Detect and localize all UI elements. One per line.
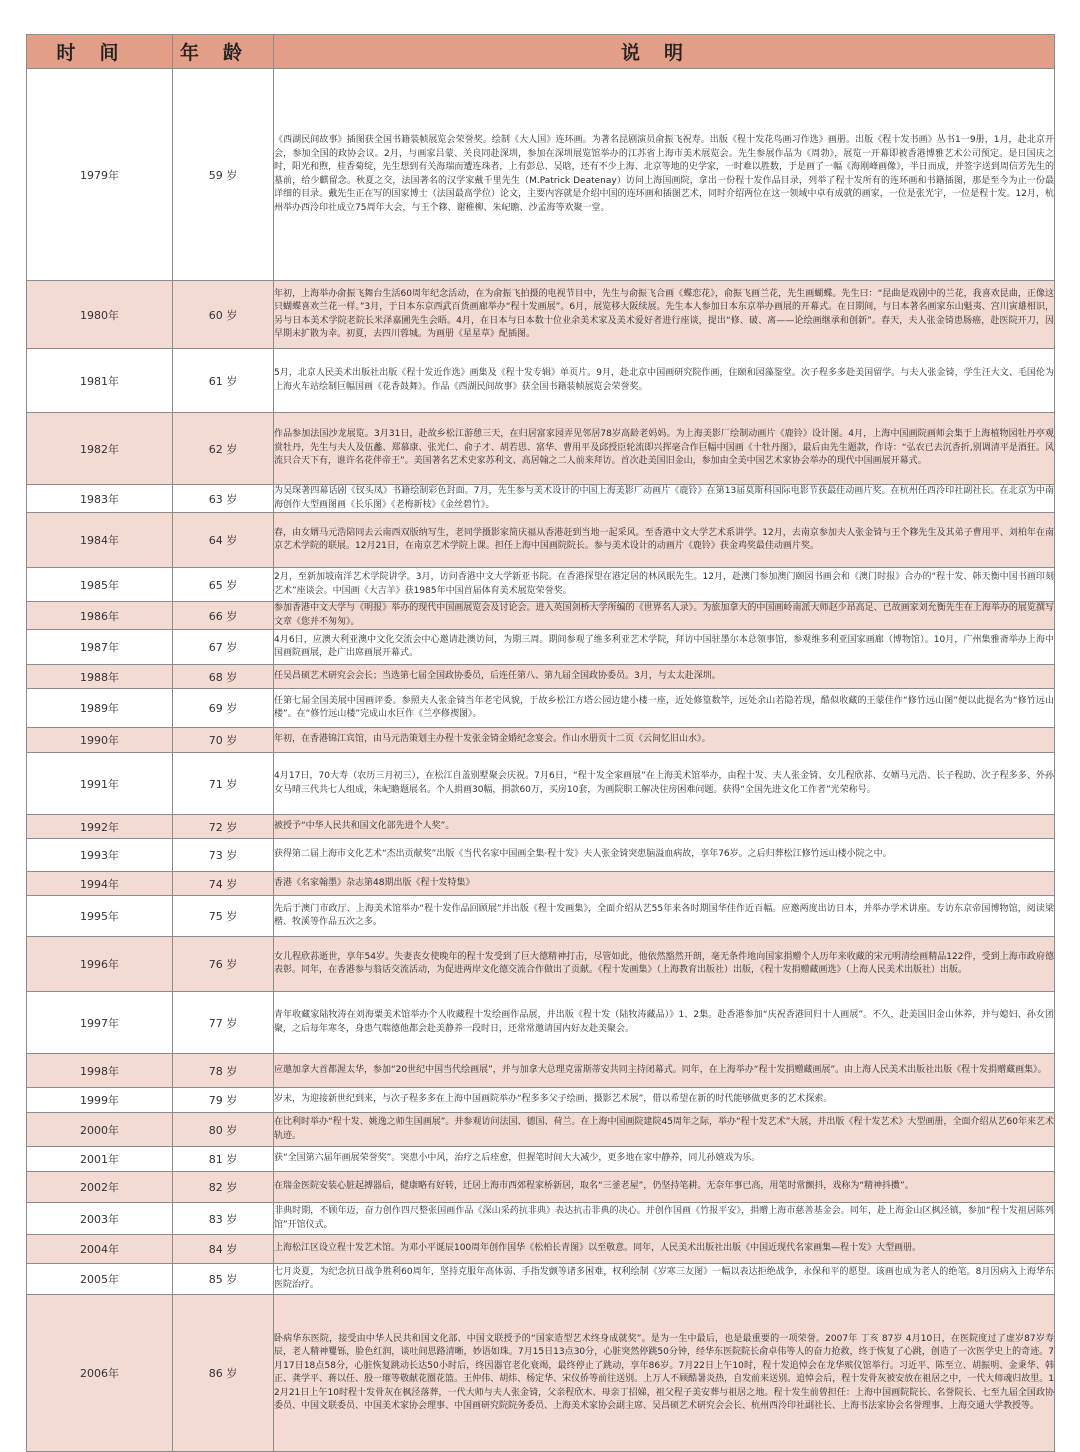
row-year: 2006年 bbox=[27, 1295, 173, 1452]
row-year: 1979年 bbox=[27, 69, 173, 281]
row-age: 72 岁 bbox=[173, 815, 274, 839]
header-time: 时间 bbox=[27, 35, 173, 69]
row-year: 1984年 bbox=[27, 513, 173, 568]
row-age: 71 岁 bbox=[173, 753, 274, 815]
table-row bbox=[27, 349, 1055, 413]
row-year: 1997年 bbox=[27, 992, 173, 1054]
row-age: 64 岁 bbox=[173, 513, 274, 568]
row-age: 63 岁 bbox=[173, 485, 274, 513]
table-row bbox=[27, 1203, 1055, 1235]
table-row bbox=[27, 689, 1055, 728]
row-description: 作品参加法国沙龙展览。3月31日，赴故乡松江游憩三天，在归居富家园弄见邻居78岁高龄老妈妈。为上海美影厂绘制动画片《鹿铃》设计图。4月，上海中国画院画师会集于上海植物园牡丹亭观赏牡丹，先生与夫人及伍蠡、郑慕康、张光仁、俞子才、胡若思、富华、曹用平及邱授臣轮流即兴挥毫合作巨幅中国画《十牡丹图》，最后由先生题款，作诗：“弘农已去沉香折,别调清平是酒狂。风流只合天下有，谁许名花伴帝王”。美国著名艺术史家苏利文、高居翰之二人前来拜访。首次赴美国旧金山，参加由全美中国艺术家协会举办的现代中国画展开幕式。 bbox=[274, 413, 1055, 485]
row-year: 1990年 bbox=[27, 728, 173, 753]
row-year: 1993年 bbox=[27, 839, 173, 872]
row-year: 2001年 bbox=[27, 1147, 173, 1172]
row-year: 2003年 bbox=[27, 1203, 173, 1235]
table-row bbox=[27, 485, 1055, 513]
row-year: 1998年 bbox=[27, 1054, 173, 1088]
row-age: 85 岁 bbox=[173, 1264, 274, 1295]
table-header bbox=[27, 35, 1055, 69]
row-age: 77 岁 bbox=[173, 992, 274, 1054]
row-description: 2月，至新加坡南洋艺术学院讲学。3月，访问香港中文大学新亚书院。在香港探望在港定居的林风眠先生。12月，赴澳门参加澳门颐园书画会和《澳门时报》合办的“程十发、韩天衡中国书画印刻艺术”座谈会。中国画《大吉羊》获1985年中国首届体育美术展览荣誉奖。 bbox=[274, 568, 1055, 602]
table-row bbox=[27, 839, 1055, 872]
table-row bbox=[27, 1113, 1055, 1147]
row-age: 78 岁 bbox=[173, 1054, 274, 1088]
header-row bbox=[27, 35, 1055, 69]
table-row bbox=[27, 1088, 1055, 1113]
row-description: 获“全国第六届年画展荣誉奖”。突患小中风，治疗之后痊愈，但握笔时间大大减少，更多地在家中静养，同儿孙嬉戏为乐。 bbox=[274, 1147, 1055, 1172]
table-row bbox=[27, 665, 1055, 689]
row-description: 年初，在香港锦江宾馆，由马元浩策划主办程十发张金锜金婚纪念宴会。作山水册页十二页《云间忆旧山水》。 bbox=[274, 728, 1055, 753]
chronology-table bbox=[26, 34, 1055, 1452]
header-description: 说明 bbox=[274, 35, 1055, 69]
row-description: 非典时期，不顾年迈，奋力创作四尺整张国画作品《深山采药抗非典》表达抗击非典的决心。并创作国画《竹报平安》，捐赠上海市慈善基金会。同年，赴上海金山区枫泾镇，参加“程十发祖居陈列馆”开馆仪式。 bbox=[274, 1203, 1055, 1235]
table-row bbox=[27, 413, 1055, 485]
row-age: 81 岁 bbox=[173, 1147, 274, 1172]
row-description: 为吴琛著四幕话剧《钗头凤》书籍绘制彩色封面。7月，先生参与美术设计的中国上海美影厂动画片《鹿铃》在第13届莫斯科国际电影节获最佳动画片奖。在杭州任西泠印社副社长。在北京为中南海创作大型画图画《长乐图》《老梅新枝》《金丝碧竹》。 bbox=[274, 485, 1055, 513]
table-row bbox=[27, 815, 1055, 839]
row-year: 2002年 bbox=[27, 1172, 173, 1203]
row-age: 86 岁 bbox=[173, 1295, 274, 1452]
table-row bbox=[27, 1172, 1055, 1203]
row-year: 1989年 bbox=[27, 689, 173, 728]
row-year: 1991年 bbox=[27, 753, 173, 815]
row-age: 65 岁 bbox=[173, 568, 274, 602]
row-age: 68 岁 bbox=[173, 665, 274, 689]
row-age: 73 岁 bbox=[173, 839, 274, 872]
row-age: 84 岁 bbox=[173, 1235, 274, 1264]
row-description: 岁末，为迎接新世纪到来，与次子程多多在上海中国画院举办“程多多父子绘画、摄影艺术展”，借以希望在新的时代能够做更多的艺术探索。 bbox=[274, 1088, 1055, 1113]
row-description: 被授予“中华人民共和国文化部先进个人奖”。 bbox=[274, 815, 1055, 839]
row-year: 1999年 bbox=[27, 1088, 173, 1113]
row-year: 1981年 bbox=[27, 349, 173, 413]
row-description: 获得第二届上海市文化艺术“杰出贡献奖”出版《当代名家中国画全集·程十发》夫人张金锜突患脑溢血病故，享年76岁。之后归葬松江修竹远山楼小院之中。 bbox=[274, 839, 1055, 872]
row-description: 上海松江区设立程十发艺术馆。为邓小平诞辰100周年创作国华《松柏长青图》以至敬意。同年，人民美术出版社出版《中国近现代名家画集—程十发》大型画册。 bbox=[274, 1235, 1055, 1264]
row-description: 女儿程欣荪逝世，享年54岁。失妻丧女使晚年的程十发受到了巨大德精神打击，尽管如此，他依然豁然开朗，毫无条件地向国家捐赠个人历年来收藏的宋元明清绘画精品122件，受到上海市政府德表彰。同年，在香港参与翁话交流活动，为促进两岸文化德交流合作做出了贡献。《程十发画集》（上海教育出版社）出版，《程十发捐赠藏画选》（上海人民美术出版社）出版。 bbox=[274, 937, 1055, 992]
table-row bbox=[27, 1147, 1055, 1172]
row-age: 62 岁 bbox=[173, 413, 274, 485]
row-description: 香港《名家翰墨》杂志第48期出版《程十发特集》 bbox=[274, 872, 1055, 896]
table-row bbox=[27, 872, 1055, 896]
row-age: 74 岁 bbox=[173, 872, 274, 896]
row-description: 参加香港中文大学与《明报》举办的现代中国画展览会及讨论会。进入英国剑桥大学所编的《世界名人录》。为旅加拿大的中国画岭南派大师赵少昂高足、已故画家刘允衡先生在上海举办的展览撰写文章《您并不匆匆》。 bbox=[274, 602, 1055, 630]
table-row bbox=[27, 1295, 1055, 1452]
row-year: 1995年 bbox=[27, 896, 173, 937]
row-description: 春，由女婿马元浩陪同去云南西双版纳写生，老同学摄影家简庆福从香港赶到当地一起采风。至香港中文大学艺术系讲学。12月，去南京参加夫人张金锜与王个簃先生及其弟子曹用平、刘柏年在南京艺术学院的联展。12月21日，在南京艺术学院上课。担任上海中国画院院长。参与美术设计的动画片《鹿铃》获金鸡奖最佳动画片奖。 bbox=[274, 513, 1055, 568]
row-description: 卧病华东医院，接受由中华人民共和国文化部、中国文联授予的“国家造型艺术终身成就奖”。是为一生中最后，也是最重要的一项荣誉。2007年 丁亥 87岁 4月10日，在医院度过了虚岁87岁寿辰，老人精神矍铄，脸色红润，谈吐间思路清晰，妙语如珠。7月15日13点30分，心脏突然停跳50分钟，经华东医院院长俞卓伟等人的奋力抢救，终于恢复了心跳，创造了一次医学史上的奇迹。7月17日18点58分，心脏恢复跳动长达50小时后，终因器官老化衰竭，最终停止了跳动，享年86岁。7月22日上午10时，程十发追悼会在龙华殡仪馆举行。习近平、陈至立、胡振明、金秉华、韩正、龚学平、蒋以任、殷一璀等敬献花圈花篮。王仲伟、胡炜、杨定华、宋仪侨等前往送别。上万人不顾酷暑炎热，自发前来送别。追悼会后，程十发骨灰被安放在祖居之中，一代大师魂归故里。12月21日上午10时程十发骨灰在枫泾落葬，一代大师与夫人张金锜，父亲程欣木、母亲丁招娣，祖父程子美安葬与祖居之地。程十发生前曾担任：上海中国画院院长、名誉院长、七至九届全国政协委员、中国文联委员、中国美术家协会理事、中国画研究院院务委员、上海美术家协会副主席、吴昌硕艺术研究会会长、杭州西泠印社副社长、上海书法家协会名誉理事、上海交通大学教授等。 bbox=[274, 1295, 1055, 1452]
row-age: 66 岁 bbox=[173, 602, 274, 630]
row-year: 2005年 bbox=[27, 1264, 173, 1295]
row-year: 1988年 bbox=[27, 665, 173, 689]
table-body bbox=[27, 69, 1055, 1452]
table-row bbox=[27, 1264, 1055, 1295]
table-row bbox=[27, 896, 1055, 937]
row-year: 1986年 bbox=[27, 602, 173, 630]
table-row bbox=[27, 992, 1055, 1054]
table-row bbox=[27, 281, 1055, 349]
row-year: 1994年 bbox=[27, 872, 173, 896]
table-row bbox=[27, 513, 1055, 568]
row-description: 5月，北京人民美术出版社出版《程十发近作选》画集及《程十发专辑》单页片。9月，赴北京中国画研究院作画，住颐和园藻鉴堂。次子程多多赴美国留学。与夫人张金锜，学生汪大文、毛国伦为上海火车站绘制巨幅国画《花香鼓舞》。作品《西湖民间故事》获全国书籍装帧展览会荣誉奖。 bbox=[274, 349, 1055, 413]
table-row bbox=[27, 1054, 1055, 1088]
row-year: 2000年 bbox=[27, 1113, 173, 1147]
row-description: 4月17日，70大寿（农历三月初三），在松江自盖别墅聚会庆祝。7月6日，“程十发全家画展”在上海美术馆举办，由程十发、夫人张金锜、女儿程欣荪、女婿马元浩、长子程助、次子程多多、外孙女马晴三代共七人组成，朱屺瞻题展名。个人捐画30幅，捐款60万，买房10套，为画院职工解决住房困难问题。获得“全国先进文化工作者”光荣称号。 bbox=[274, 753, 1055, 815]
row-year: 1992年 bbox=[27, 815, 173, 839]
table-row bbox=[27, 69, 1055, 281]
row-description: 任第七届全国美展中国画评委。参照夫人张金锜当年老宅风貌，于故乡松江方塔公园边建小楼一座，近处修篁数竿，远处余山若隐若现，酷似收藏的王蒙佳作“修竹远山图”便以此提名为“修竹远山楼”。在“修竹远山楼”完成山水巨作《兰亭修禊图》。 bbox=[274, 689, 1055, 728]
row-year: 1982年 bbox=[27, 413, 173, 485]
header-age: 年龄 bbox=[173, 35, 274, 69]
row-age: 76 岁 bbox=[173, 937, 274, 992]
row-age: 83 岁 bbox=[173, 1203, 274, 1235]
row-age: 82 岁 bbox=[173, 1172, 274, 1203]
row-age: 69 岁 bbox=[173, 689, 274, 728]
row-age: 61 岁 bbox=[173, 349, 274, 413]
table-row bbox=[27, 568, 1055, 602]
row-description: 应邀加拿大首都渥太华，参加“20世纪中国当代绘画展”，并与加拿大总理克雷斯蒂安共同主持闭幕式。同年，在上海举办“程十发捐赠藏画展”。由上海人民美术出版社出版《程十发捐赠藏画集》。 bbox=[274, 1054, 1055, 1088]
row-age: 80 岁 bbox=[173, 1113, 274, 1147]
row-year: 2004年 bbox=[27, 1235, 173, 1264]
table-row bbox=[27, 1235, 1055, 1264]
row-age: 79 岁 bbox=[173, 1088, 274, 1113]
row-year: 1996年 bbox=[27, 937, 173, 992]
row-age: 75 岁 bbox=[173, 896, 274, 937]
table-row bbox=[27, 630, 1055, 665]
table-row bbox=[27, 937, 1055, 992]
row-description: 4月6日，应澳大利亚澳中文化交流会中心邀请赴澳访问，为期三周。期间参观了维多利亚艺术学院，拜访中国驻墨尔本总领事馆，参观维多利亚国家画廊（博物馆）。10月，广州集雅斋举办上海中国画院画展，赴广出席画展开幕式。 bbox=[274, 630, 1055, 665]
row-year: 1980年 bbox=[27, 281, 173, 349]
row-description: 任吴昌硕艺术研究会会长；当选第七届全国政协委员，后连任第八、第九届全国政协委员。3月，与太太赴深圳。 bbox=[274, 665, 1055, 689]
row-description: 《西湖民间故事》插图获全国书籍装帧展览会荣誉奖。绘制《大人国》连环画。为著名昆剧演员俞振飞祝寿。出版《程十发花鸟画习作选》画册。出版《程十发书画》丛书1一9册，1月，赴北京开会，参加全国的政协会议。2月，与画家吕蒙、关良同赴深圳，参加在深圳展览馆举办的江苏省上海市美术展览会。先生参展作品为《周勃》，展览一开幕即被香港博雅艺术公司预定。是日国庆之时，阳光和煦，桂香菊绽，先生想到有关海瑞而遭连珠者，上有彭总、吴晗，还有不少上海、北京等地的史学家，一时难以胜数，于是画了一幅《海刚峰画像》，半日而成，并签字送到周信芳先生的墓前，给少麒留念。秋夏之交，法国著名的汉学家戴千里先生（M.Patrick Deatenay）访问上海国画院，拿出一份程十发作品目录，列举了程十发所有的连环画和书籍插图，那是至今为止一份最详细的目录。戴先生正在写的国家博士（法国最高学位）论文，主要内容就是介绍中国的连环画和插图艺术，同时介绍两位在这一领域中卓有成就的画家，一位是张光宇，一位是程十发。12月，杭州举办西泠印社成立75周年大会，与王个簃、谢稚柳、朱屺瞻、沙孟海等欢聚一堂。 bbox=[274, 69, 1055, 281]
row-description: 七月炎夏，为纪念抗日战争胜利60周年，坚持克服年高体弱、手指发颤等诸多困难，权利绘制《岁寒三友图》一幅以表达拒绝战争，永保和平的愿望。该画也成为老人的绝笔。8月因病入上海华东医院治疗。 bbox=[274, 1264, 1055, 1295]
row-description: 年初，上海举办俞振飞舞台生活60周年纪念活动，在为俞振飞拍摄的电视节目中，先生与俞振飞合画《蝶恋花》，俞振飞画兰花，先生画蝴蝶。先生曰：“昆曲是戏剧中的兰花，我喜欢昆曲，正像这只蝴蝶喜欢兰花一样。”3月，于日本东京西武百货画廊举办“程十发画展”。6月，展览移大阪续展。先生本人参加日本东京举办画展的开幕式。在日期间，与日本著名画家东山魁夷、宫川寅雄相识，另与日本美术学院老院长米泽嘉圃先生会晤。4月，在日本与日本数十位业余美术家及美术爱好者进行座谈，提出“修、破、离——论绘画继承和创新”。春天，夫人张金锜患肠癌，赴医院开刀，因早期未扩散为幸。初夏，去四川蓉城。为画册《星星草》配插图。 bbox=[274, 281, 1055, 349]
row-description: 在比利时举办“程十发、姚逸之师生国画展”。并参观访问法国、德国、荷兰。在上海中国画院建院45周年之际，举办“程十发艺术”大展，并出版《程十发艺术》大型画册，全面介绍从艺60年来艺术轨迹。 bbox=[274, 1113, 1055, 1147]
row-description: 在瑞金医院安装心脏起搏器后，健康略有好转，迁居上海市西郊程家桥新居，取名“三釜老屋”，仍坚持笔耕。无奈年事已高，用笔时常颤抖，戏称为“精神抖擞”。 bbox=[274, 1172, 1055, 1203]
row-description: 青年收藏家陆牧涛在刘海粟美术馆举办个人收藏程十发绘画作品展，并出版《程十发（陆牧涛藏品）》1、2集。赴香港参加“庆祝香港回归十人画展”。不久，赴美国旧金山休养，并与媳妇、孙女团聚，之后每年寒冬，身患气喘德他都会赴美静养一段时日，还常常邀请国内好友赴美聚会。 bbox=[274, 992, 1055, 1054]
row-age: 59 岁 bbox=[173, 69, 274, 281]
row-age: 67 岁 bbox=[173, 630, 274, 665]
row-year: 1987年 bbox=[27, 630, 173, 665]
table-row bbox=[27, 602, 1055, 630]
table-row bbox=[27, 728, 1055, 753]
row-description: 先后于澳门市政厅、上海美术馆举办“程十发作品回顾展”并出版《程十发画集》，全面介绍从艺55年来各时期国华佳作近百幅。应邀两度出访日本，并举办学术讲座。专访东京帝国博物馆，阅读梁楷、牧溪等作品五次之多。 bbox=[274, 896, 1055, 937]
row-year: 1983年 bbox=[27, 485, 173, 513]
row-age: 70 岁 bbox=[173, 728, 274, 753]
table-row bbox=[27, 753, 1055, 815]
row-year: 1985年 bbox=[27, 568, 173, 602]
row-age: 60 岁 bbox=[173, 281, 274, 349]
